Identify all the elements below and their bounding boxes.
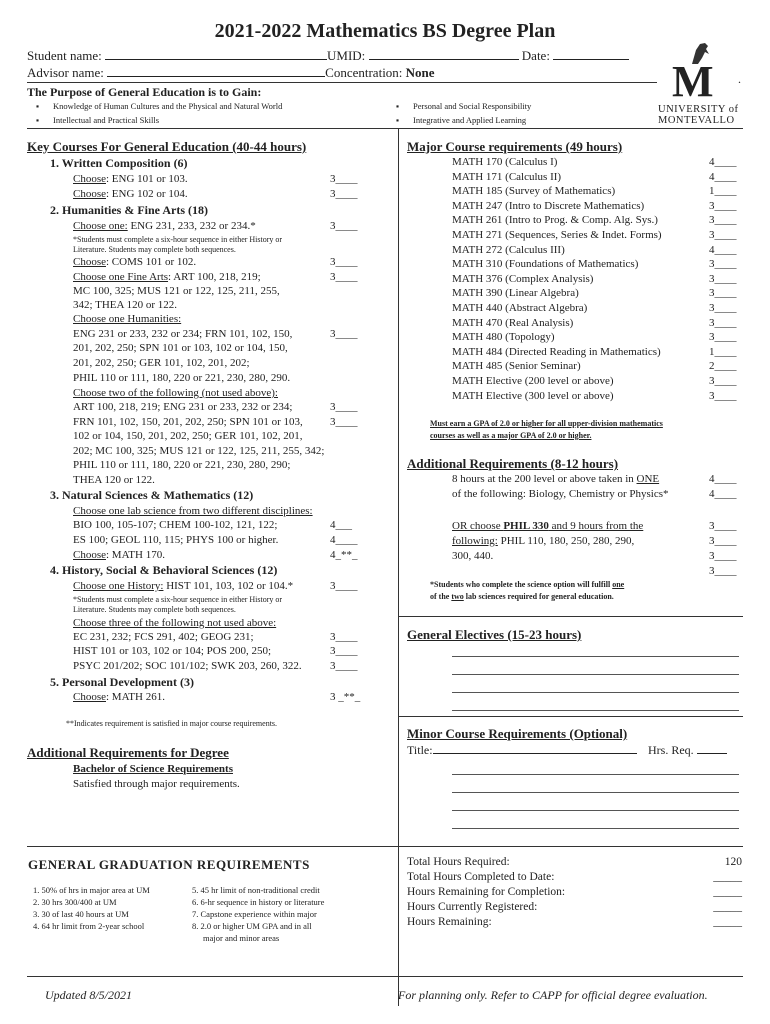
hours-blank[interactable]: 3____ bbox=[330, 645, 358, 657]
major-course-name: MATH 171 (Calculus II) bbox=[452, 170, 562, 183]
major-course-name: MATH 310 (Foundations of Mathematics) bbox=[452, 258, 639, 271]
totals-label: Total Hours Required: bbox=[407, 856, 510, 868]
major-course-name: MATH 480 (Topology) bbox=[452, 331, 555, 344]
elective-line[interactable] bbox=[452, 674, 739, 675]
disclaimer: For planning only. Refer to CAPP for official degree evaluation. bbox=[398, 988, 708, 1002]
hours-blank[interactable]: 3____ bbox=[330, 660, 358, 672]
major-course-name: MATH 247 (Intro to Discrete Mathematics) bbox=[452, 199, 645, 212]
totals-label: Total Hours Completed to Date: bbox=[407, 871, 555, 883]
hours-blank[interactable]: 4_**_ bbox=[330, 549, 358, 561]
hours-blank[interactable]: 3____ bbox=[330, 220, 358, 232]
purpose-item: ▪ Knowledge of Human Cultures and the Physical and Natural World bbox=[36, 101, 282, 111]
major-course-hours[interactable]: 3____ bbox=[709, 287, 737, 300]
major-course-name: MATH 261 (Intro to Prog. & Comp. Alg. Sys.) bbox=[452, 214, 658, 227]
hours-blank[interactable]: 3____ bbox=[330, 580, 358, 592]
footnote: **Indicates requirement is satisfied in major course requirements. bbox=[66, 719, 278, 728]
totals-value[interactable]: _____ bbox=[713, 901, 742, 913]
gen-ed-purpose-heading: The Purpose of General Education is to Gain: bbox=[27, 85, 262, 99]
student-name-field[interactable] bbox=[105, 49, 327, 60]
minor-line[interactable] bbox=[452, 792, 739, 793]
major-course-hours[interactable]: 1____ bbox=[709, 345, 737, 358]
concentration-label: Concentration: bbox=[325, 65, 403, 80]
totals-label: Hours Remaining: bbox=[407, 916, 492, 928]
major-course-hours[interactable]: 1____ bbox=[709, 185, 737, 198]
logo-letter: M bbox=[672, 57, 713, 106]
date-field[interactable] bbox=[553, 49, 629, 60]
major-course-name: MATH 376 (Complex Analysis) bbox=[452, 272, 594, 285]
major-course-hours[interactable]: 3____ bbox=[709, 302, 737, 314]
minor-heading: Minor Course Requirements (Optional) bbox=[407, 726, 628, 741]
hours-blank[interactable]: 3____ bbox=[330, 631, 358, 643]
university-logo bbox=[658, 38, 748, 126]
major-course-hours[interactable]: 4____ bbox=[709, 170, 737, 183]
major-course-hours[interactable]: 3____ bbox=[709, 258, 737, 271]
key-courses-heading: Key Courses For General Education (40-44 hours) bbox=[27, 139, 307, 154]
hours-blank[interactable]: 4____ bbox=[709, 488, 737, 500]
updated-date: Updated 8/5/2021 bbox=[45, 988, 132, 1002]
major-course-hours[interactable]: 3____ bbox=[709, 316, 737, 329]
section-written-comp: 1. Written Composition (6) bbox=[50, 156, 188, 170]
page-title: 2021-2022 Mathematics BS Degree Plan bbox=[214, 20, 556, 42]
minor-line[interactable] bbox=[452, 774, 739, 775]
hours-blank[interactable]: 3____ bbox=[330, 328, 358, 340]
major-course-name: MATH 440 (Abstract Algebra) bbox=[452, 302, 588, 314]
elective-line[interactable] bbox=[452, 692, 739, 693]
concentration-value: None bbox=[405, 65, 435, 80]
section-history-social: 4. History, Social & Behavioral Sciences (12) bbox=[50, 563, 278, 577]
additional-req-heading: Additional Requirements (8-12 hours) bbox=[407, 456, 619, 471]
purpose-item: ▪ Personal and Social Responsibility bbox=[396, 101, 531, 111]
hours-blank[interactable]: 3____ bbox=[330, 256, 358, 268]
major-course-name: MATH 271 (Sequences, Series & Indet. Forms) bbox=[452, 229, 662, 241]
date-label: Date: bbox=[521, 48, 550, 63]
elective-line[interactable] bbox=[452, 710, 739, 711]
student-name-label: Student name: bbox=[27, 48, 102, 63]
major-course-hours[interactable]: 3____ bbox=[709, 375, 737, 387]
major-course-hours[interactable]: 3____ bbox=[709, 229, 737, 241]
totals-value[interactable]: _____ bbox=[713, 916, 742, 928]
hours-blank[interactable]: 3____ bbox=[330, 401, 358, 413]
advisor-field[interactable] bbox=[107, 66, 325, 77]
advisor-row bbox=[27, 65, 435, 81]
totals-value[interactable]: _____ bbox=[713, 871, 742, 883]
umid-field[interactable] bbox=[369, 49, 519, 60]
major-course-name: MATH 170 (Calculus I) bbox=[452, 156, 558, 168]
umid-label: UMID: bbox=[327, 48, 366, 63]
purpose-item: ▪ Intellectual and Practical Skills bbox=[36, 115, 159, 125]
hours-blank[interactable]: 3____ bbox=[330, 416, 358, 428]
hours-blank[interactable]: 3____ bbox=[709, 535, 737, 547]
totals-label: Hours Currently Registered: bbox=[407, 901, 538, 913]
major-course-hours[interactable]: 3____ bbox=[709, 272, 737, 285]
major-course-name: MATH 484 (Directed Reading in Mathematics) bbox=[452, 345, 661, 358]
section-natural-sciences: 3. Natural Sciences & Mathematics (12) bbox=[50, 488, 254, 502]
hours-blank[interactable]: 3____ bbox=[330, 173, 358, 185]
hours-blank[interactable]: 4___ bbox=[330, 519, 352, 531]
section-humanities: 2. Humanities & Fine Arts (18) bbox=[50, 203, 208, 217]
minor-line[interactable] bbox=[452, 828, 739, 829]
hours-blank[interactable]: 4____ bbox=[709, 473, 737, 485]
graduation-heading: GENERAL GRADUATION REQUIREMENTS bbox=[28, 857, 310, 872]
minor-title-field[interactable] bbox=[433, 743, 637, 754]
hours-blank[interactable]: 3____ bbox=[709, 565, 737, 577]
major-course-name: MATH 470 (Real Analysis) bbox=[452, 316, 574, 329]
hours-blank[interactable]: 3____ bbox=[709, 550, 737, 562]
hours-blank[interactable]: 3____ bbox=[709, 520, 737, 532]
electives-heading: General Electives (15-23 hours) bbox=[407, 627, 582, 642]
major-course-name: MATH Elective (200 level or above) bbox=[452, 375, 614, 387]
advisor-label: Advisor name: bbox=[27, 65, 104, 80]
elective-line[interactable] bbox=[452, 656, 739, 657]
major-course-hours[interactable]: 4____ bbox=[709, 243, 737, 256]
section-personal-dev: 5. Personal Development (3) bbox=[50, 675, 194, 689]
major-course-hours[interactable]: 3____ bbox=[709, 389, 737, 402]
major-course-hours[interactable]: 4____ bbox=[709, 156, 737, 168]
major-course-name: MATH 185 (Survey of Mathematics) bbox=[452, 185, 616, 198]
major-course-hours[interactable]: 2____ bbox=[709, 360, 737, 373]
hours-blank[interactable]: 4____ bbox=[330, 534, 358, 546]
purpose-item: ▪ Integrative and Applied Learning bbox=[396, 115, 526, 125]
major-course-name: MATH 390 (Linear Algebra) bbox=[452, 287, 579, 300]
major-course-hours[interactable]: 3____ bbox=[709, 331, 737, 344]
minor-hrs-field[interactable] bbox=[697, 743, 727, 754]
major-course-name: MATH 485 (Senior Seminar) bbox=[452, 360, 581, 373]
logo-line1: UNIVERSITY of bbox=[658, 104, 739, 115]
student-name-row bbox=[27, 48, 629, 64]
totals-value: 120 bbox=[724, 856, 742, 868]
major-course-hours[interactable]: 3____ bbox=[709, 214, 737, 227]
totals-label: Hours Remaining for Completion: bbox=[407, 886, 566, 898]
major-course-name: MATH Elective (300 level or above) bbox=[452, 389, 614, 402]
additional-degree-heading: Additional Requirements for Degree bbox=[27, 745, 229, 760]
hours-blank[interactable]: 3____ bbox=[330, 271, 358, 283]
major-course-name: MATH 272 (Calculus III) bbox=[452, 243, 565, 256]
logo-line2: MONTEVALLO bbox=[658, 115, 735, 126]
totals-value[interactable]: _____ bbox=[713, 886, 742, 898]
hours-blank[interactable]: 3 _**_ bbox=[330, 691, 361, 703]
minor-line[interactable] bbox=[452, 810, 739, 811]
major-course-hours[interactable]: 3____ bbox=[709, 199, 737, 212]
major-heading: Major Course requirements (49 hours) bbox=[407, 139, 623, 154]
hours-blank[interactable]: 3____ bbox=[330, 188, 358, 200]
